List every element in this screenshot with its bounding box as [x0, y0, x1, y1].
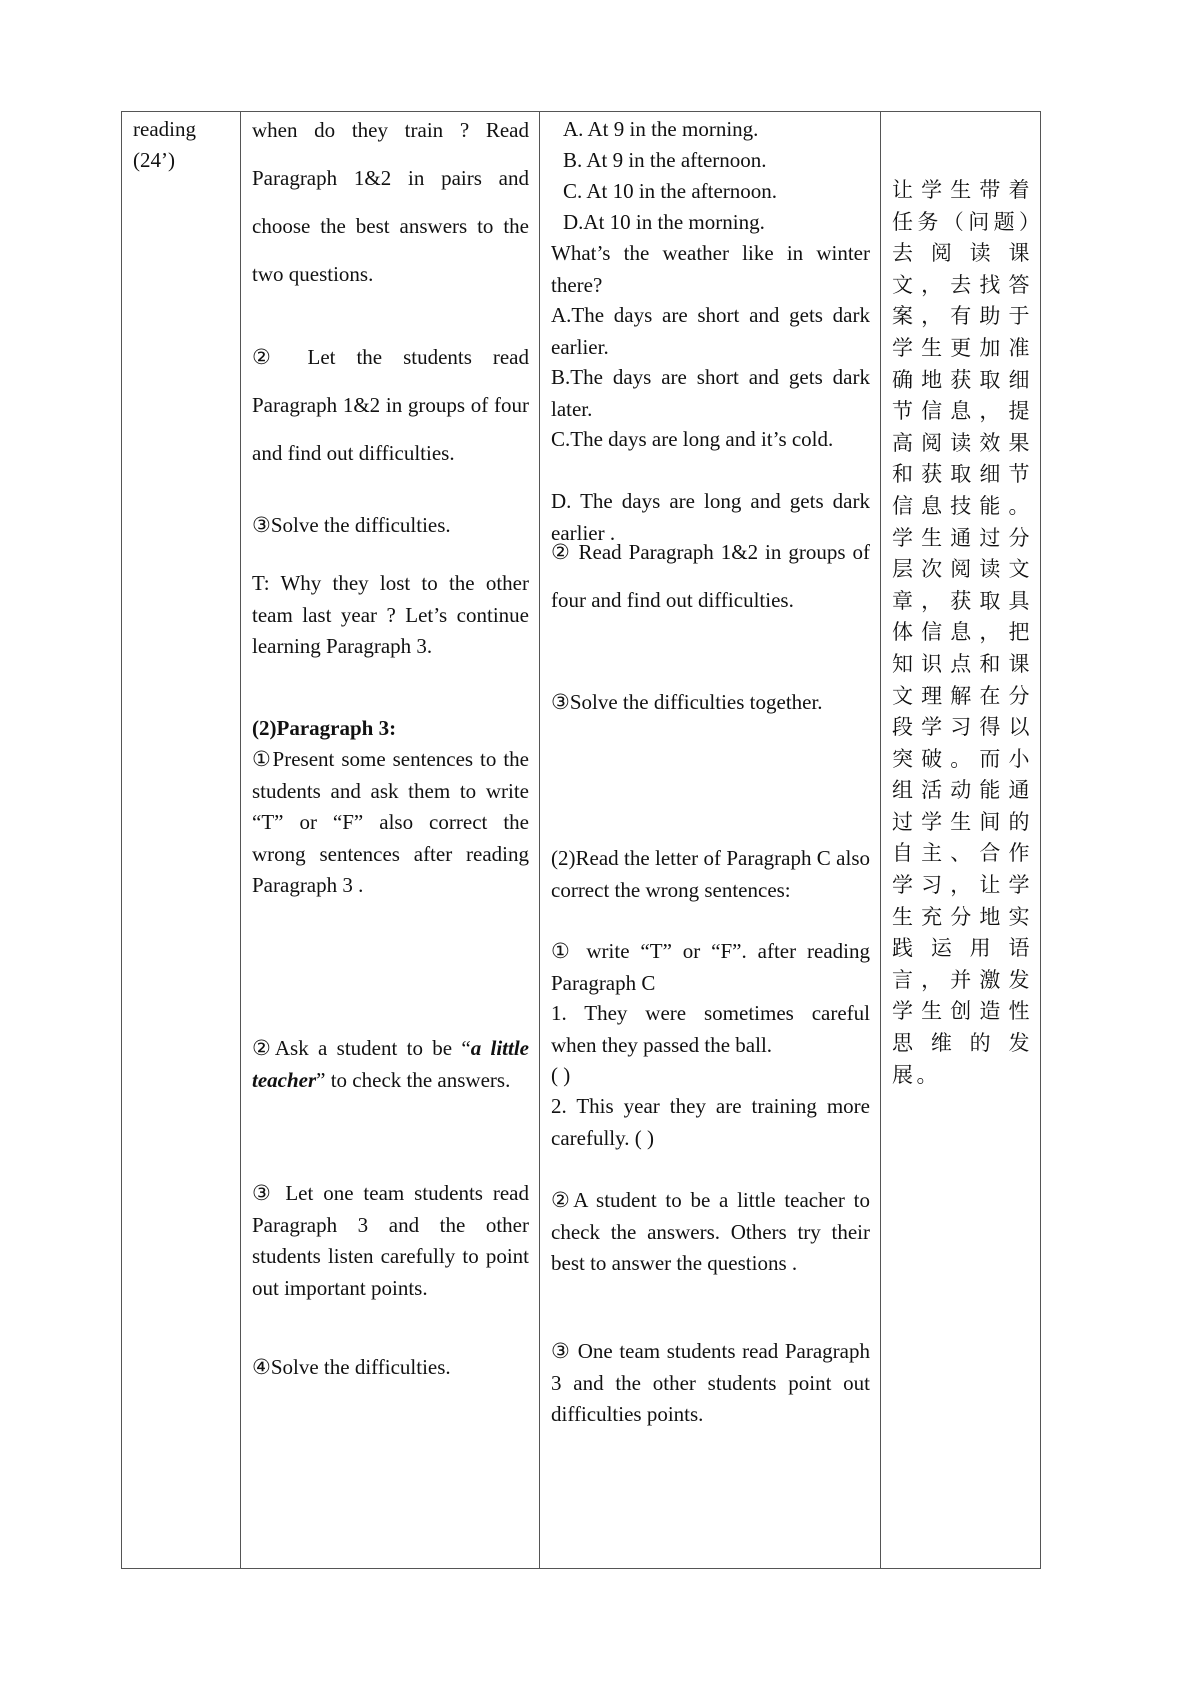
student-step-p3-2: ②A student to be a little teacher to check the answers. Others try their best to answer the questions . [551, 1188, 870, 1275]
teacher-activity-column [240, 112, 540, 1568]
option-b2: B.The days are short and gets dark later. [551, 365, 870, 421]
teacher-step-p3-3: ③ Let one team students read Paragraph 3 and the other students listen carefully to point out important points. [252, 1181, 529, 1300]
teacher-transition: T: Why they lost to the other team last year ? Let’s continue learning Paragraph 3. [252, 571, 529, 658]
teacher-step-p3-1: ①Present some sentences to the students and ask them to write “T” or “F” also correct the wrong sentences after reading Paragraph 3 . [252, 747, 529, 897]
design-intent-column [880, 112, 1043, 1568]
stage-time: (24’) [133, 148, 175, 172]
student-step-p3-1: ① write “T” or “F”. after reading Paragraph C [551, 939, 870, 995]
teacher-step-p3-4: ④Solve the difficulties. [252, 1355, 451, 1379]
option-d1: D.At 10 in the morning. [563, 210, 765, 234]
teacher-step-1: when do they train ? Read Paragraph 1&2 in pairs and choose the best answers to the two questions. [252, 118, 529, 286]
option-a2: A.The days are short and gets dark earlier. [551, 303, 870, 359]
student-step-p3-3: ③ One team students read Paragraph 3 and the other students point out difficulties points. [551, 1339, 870, 1426]
option-c1: C. At 10 in the afternoon. [563, 179, 778, 203]
teacher-step-p3-2: ②Ask a student to be “a little teacher” to check the answers. [252, 1036, 529, 1092]
sentence-1: 1. They were sometimes careful when they passed the ball. [551, 1001, 870, 1057]
student-step-p3-intro: (2)Read the letter of Paragraph C also correct the wrong sentences: [551, 846, 870, 902]
option-b1: B. At 9 in the afternoon. [563, 148, 767, 172]
teacher-step-3: ③Solve the difficulties. [252, 513, 451, 537]
question-2: What’s the weather like in winter there? [551, 241, 870, 297]
student-activity-column [539, 112, 881, 1568]
option-c2: C.The days are long and it’s cold. [551, 427, 834, 451]
paragraph-3-heading: (2)Paragraph 3: [252, 716, 397, 740]
student-step-2: ② Read Paragraph 1&2 in groups of four and find out difficulties. [551, 540, 870, 612]
sentence-2: 2. This year they are training more carefully. ( ) [551, 1094, 870, 1150]
student-step-3: ③Solve the difficulties together. [551, 690, 823, 714]
option-a1: A. At 9 in the morning. [563, 117, 759, 141]
stage-column [122, 112, 240, 1568]
design-intent-note: 让学生带着任务（问题）去阅读课文，去找答案，有助于学生更加准确地获取细节信息，提高阅读效果和获取细节信息技能。学生通过分层次阅读文章，获取具体信息，把知识点和课文理解在分段学习得以突破。而小组活动能通过学生间的自主、合作学习，让学生充分地实践运用语言，并激发学生创造性思维的发展。 [892, 178, 1033, 1087]
option-d2: D. The days are long and gets dark earlier . [551, 489, 870, 545]
stage-label: reading [133, 117, 196, 141]
teacher-step-2: ② Let the students read Paragraph 1&2 in groups of four and find out difficulties. [252, 345, 529, 465]
lesson-plan-table [121, 111, 1041, 1569]
sentence-1-blank: ( ) [551, 1063, 571, 1087]
